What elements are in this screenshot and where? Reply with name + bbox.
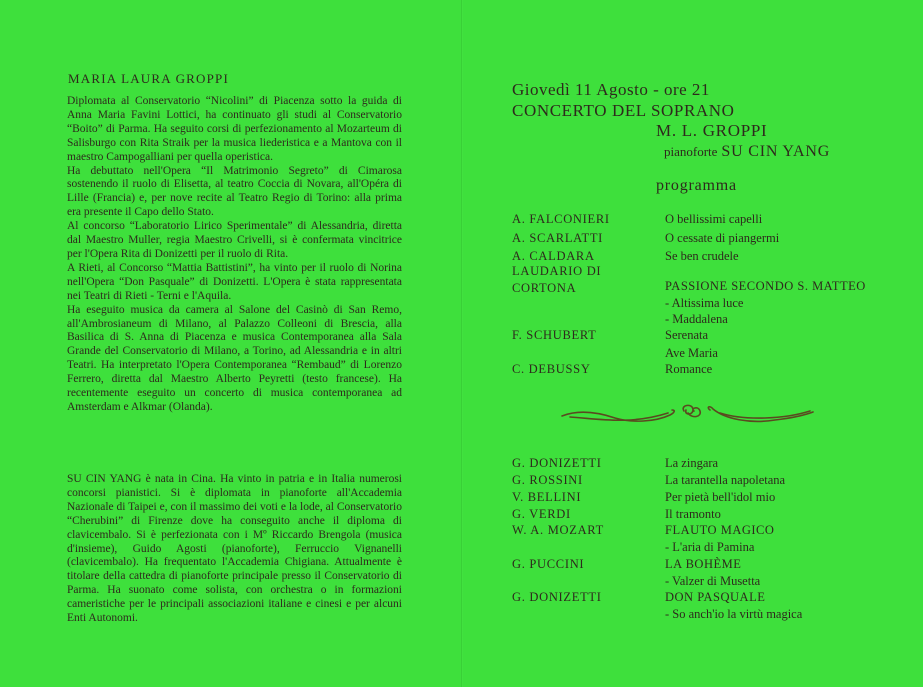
bio-paragraph: Ha debuttato nell'Opera “Il Matrimonio Segreto” di Cimarosa sostenendo il ruolo di Elisetta, al teatro Coccia di Novara, all'Opéra di Lille (Francia) e, per nove recite al Teatro Regio di Torino: alla prima era presente il Capo dello Stato. xyxy=(67,164,402,219)
bio-paragraph: Ha eseguito musica da camera al Salone del Casinò di San Remo, all'Ambrosianeum di Milano, al Palazzo Colleoni di Brescia, alla Basilica di S. Anna di Piacenza e musica Contemporanea alla Sala Grande del Conservatorio di Milano, a Torino, ad Alessandria e in altri Teatri. Ha interpretato l'Opera Contemporanea “Rembaud” di Lorenzo Ferrero, diretta dal Maestro Alberto Peyretti (testo francese). Ha recentemente eseguito un concerto di musica contemporanea ad Amsterdam e Alkmar (Olanda). xyxy=(67,303,402,413)
flourish-divider-icon xyxy=(560,397,815,427)
groppi-bio-title: MARIA LAURA GROPPI xyxy=(68,71,230,86)
composer: A. FALCONIERI xyxy=(512,212,610,226)
work-title: Se ben crudele xyxy=(665,249,739,263)
bio-paragraph: Diplomata al Conservatorio “Nicolini” di Piacenza sotto la guida di Anna Maria Favini Lottici, ha continuato gli studi al Conservatorio “Boito” di Parma. Ha seguito corsi di perfezionamento al Mozarteum di Salisburgo con Rita Straik per la musica liederistica e a Mantova con il maestro Campogalliani per quella operistica. xyxy=(67,95,402,163)
groppi-biography xyxy=(67,95,402,415)
composer: A. CALDARA xyxy=(512,249,595,263)
work-title: O cessate di piangermi xyxy=(665,231,780,245)
composer: G. DONIZETTI xyxy=(512,590,602,604)
pianist-line xyxy=(664,143,830,161)
work-title: Ave Maria xyxy=(665,346,718,360)
soprano-name: M. L. GROPPI xyxy=(656,121,768,140)
work-title: PASSIONE SECONDO S. MATTEO xyxy=(665,279,866,293)
work-title: Per pietà bell'idol mio xyxy=(665,490,776,504)
work-title: Il tramonto xyxy=(665,507,721,521)
composer: G. PUCCINI xyxy=(512,557,585,571)
work-title: La tarantella napoletana xyxy=(665,473,786,487)
concert-date: Giovedì 11 Agosto - ore 21 xyxy=(512,80,710,99)
composer: G. DONIZETTI xyxy=(512,456,602,470)
composer: LAUDARIO DI CORTONA xyxy=(512,264,602,295)
yang-biography xyxy=(67,473,402,626)
work-title: Serenata xyxy=(665,328,709,342)
composer: G. VERDI xyxy=(512,507,571,521)
work-subtitle: - Valzer di Musetta xyxy=(665,574,761,588)
work-subtitle: - Altissima luce xyxy=(665,296,744,310)
bio-paragraph: A Rieti, al Concorso “Mattia Battistini”, ha vinto per il ruolo di Norina nell'Opera “Don Pasquale” di Donizetti. L'Opera è stata rappresentata nei Teatri di Rieti - Terni e l'Aquila. xyxy=(67,261,402,302)
work-title: FLAUTO MAGICO xyxy=(665,523,775,537)
bio-paragraph: SU CIN YANG è nata in Cina. Ha vinto in patria e in Italia numerosi concorsi pianistici. Si è diplomata in pianoforte all'Accademia Nazionale di Taipei e, con il massimo dei voti e la lode, al Conservatorio “Cherubini” di Firenze dove ha conseguito anche il diploma di clavicembalo. Si è perfezionata con i Mº Riccardo Brengola (musica d'insieme), Guido Agosti (pianoforte), Ferruccio Vignanelli (clavicembalo). Ha frequentato l'Accademia Chigiana. Attualmente è titolare della cattedra di pianoforte principale presso il Conservatorio di Parma. Ha suonato come solista, con orchestra o in formazioni cameristiche per le principali associazioni italiane e cinesi e per alcuni Enti Autonomi. xyxy=(67,473,402,625)
work-title: O bellissimi capelli xyxy=(665,212,763,226)
work-title: La zingara xyxy=(665,456,719,470)
bio-paragraph: Al concorso “Laboratorio Lirico Sperimentale” di Alessandria, diretta dal Maestro Muller, regia Maestro Crivelli, si è confermata vincitrice per l'Opera Rita di Donizetti per il ruolo di Rita. xyxy=(67,220,402,260)
pianist-name: SU CIN YANG xyxy=(721,143,831,160)
work-title: Romance xyxy=(665,362,713,376)
composer: V. BELLINI xyxy=(512,490,582,504)
work-title: DON PASQUALE xyxy=(665,590,766,604)
pianoforte-label: pianoforte xyxy=(664,144,718,159)
composer: G. ROSSINI xyxy=(512,473,583,487)
composer: F. SCHUBERT xyxy=(512,328,597,342)
concert-title: CONCERTO DEL SOPRANO xyxy=(512,101,735,120)
programma-heading: programma xyxy=(656,177,737,194)
work-subtitle: - So anch'io la virtù magica xyxy=(665,607,803,621)
composer: W. A. MOZART xyxy=(512,523,604,537)
composer: A. SCARLATTI xyxy=(512,231,604,245)
composer: C. DEBUSSY xyxy=(512,362,591,376)
work-subtitle: - L'aria di Pamina xyxy=(665,540,755,554)
work-subtitle: - Maddalena xyxy=(665,312,728,326)
work-title: LA BOHÈME xyxy=(665,557,742,571)
